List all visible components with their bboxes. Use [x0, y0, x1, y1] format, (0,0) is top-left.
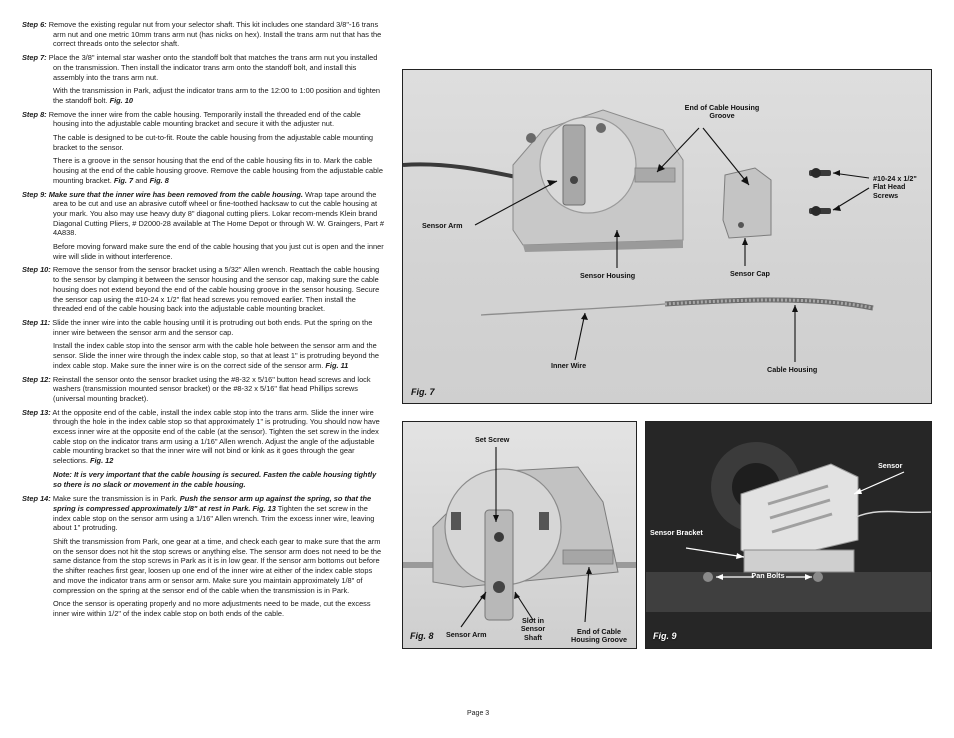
step-label: Step 10:: [22, 265, 51, 275]
step-label: Step 13:: [22, 407, 51, 417]
paragraph-text: The cable is designed to be cut-to-fit. Route the cable housing from the adjustable cable mounting bracket to the sensor.: [53, 133, 374, 152]
arm-hole: [570, 176, 578, 184]
step-label: Step 7:: [22, 53, 47, 63]
step-13: [22, 408, 384, 466]
paragraph-text: Once the sensor is operating properly and no more adjustments need to be made, cut the excess inner wire within 1/2" of the index cable stop on both ends of the cable.: [53, 599, 371, 618]
step-10: [22, 265, 384, 314]
figure-reference: Fig. 11: [325, 360, 349, 370]
step-11: [22, 318, 384, 337]
step-text: Slide the inner wire into the cable housing until it is protruding out both ends. Put the spring on the inner wire between the sensor arm and the sensor cap.: [52, 317, 373, 337]
cable-groove: [635, 168, 675, 182]
callout-sensor-housing: Sensor Housing: [580, 271, 636, 280]
arm-hole: [493, 581, 505, 593]
conjunction: and: [135, 175, 148, 185]
stop-screw: [539, 512, 549, 530]
sensor-arm-part: [485, 510, 513, 620]
step-8: [22, 110, 384, 129]
step-7-paragraph: [22, 86, 384, 105]
callout-sensor-cap: Sensor Cap: [730, 269, 770, 278]
inner-wire-part: [481, 304, 665, 315]
pan-bolt: [703, 572, 713, 582]
callout-slot: Slot in Sensor Shaft: [520, 616, 546, 642]
step-text: At the opposite end of the cable, install the index cable stop into the trans arm. Slide the inner wire through the hole in the index cable stop so that approximately 1" is protruding. You should now have excess inner wire at the opposite end of the cable (at the sensor). Tighten the set screw in the index cable stop on the indicator trans arm using a 1/16" Allen wrench. Adjust the angle of the adjustable cable mounting bracket so that the inner wire will not bind or kink as it goes through the gear selections.: [52, 407, 380, 466]
sensor-bracket-part: [744, 550, 854, 572]
step-text: Reinstall the sensor onto the sensor bracket using the #8-32 x 5/16" button head screws and lock washers (transmission mounted sensor bracket) or the #8-32 x 5/16" flat head Phillips screws (universal mounting bracket).: [52, 374, 371, 403]
step-14-paragraph-1: [22, 537, 384, 595]
callout-sensor-arm: Sensor Arm: [422, 221, 463, 230]
paragraph-text: With the transmission in Park, adjust the indicator trans arm to the 12:00 to 1:00 position and tighten the standoff bolt.: [53, 86, 381, 105]
step-emphasis: Push the sensor arm up against the spring, so that the spring is compressed approximately 1/8" at rest in Park.: [53, 494, 372, 513]
step-6: [22, 20, 384, 49]
step-text: Remove the sensor from the sensor bracket using a 5/32" Allen wrench. Reattach the cable housing to the sensor by clamping it between the sensor housing and the sensor cap, making sure the cable housing does not extend beyond the end of the cable housing groove in the sensor housing. Secure the sensor cap using the #10-24 x 1/2" flat head screws you removed earlier. Then install the threaded end of the cable housing back into the adjustable cable mounting bracket.: [52, 265, 380, 314]
step-label: Step 14:: [22, 494, 51, 504]
paragraph-emphasis: Make sure you maintain approximately 1/8" of compression on the spring at the sensor end of the cable when the transmission is in Park.: [53, 575, 363, 595]
paragraph-text: Install the index cable stop into the sensor arm with the cable hole between the sensor arm and the sensor. Slide the inner wire through the index cable stop, so that at least 1" is protruding beyond the index cable stop. Make sure the inner wire is on the correct side of the sensor arm.: [53, 341, 379, 370]
step-9: [22, 190, 384, 239]
cable-groove: [563, 550, 613, 564]
step-11-paragraph: [22, 341, 384, 370]
figure-reference: Fig. 7: [113, 175, 134, 185]
stop-screw: [451, 512, 461, 530]
paragraph-text: There is a groove in the sensor housing that the end of the cable housing fits in to. Mark the cable housing at the end of the cable housing groove. Remove the cable housing from the adjustable cable mounting bracket.: [53, 156, 383, 185]
figure-9-label: Fig. 9: [653, 631, 677, 641]
step-text: Remove the existing regular nut from your selector shaft. This kit includes one standard 3/8"-16 trans arm nut and one metric 10mm trans arm nut (has nicks on hex). Install the trans arm nut that has the correct threads onto the selector shaft.: [48, 20, 382, 49]
figure-7-photo: [403, 70, 932, 404]
flat-head-screws: [809, 168, 831, 216]
figure-9: [645, 421, 932, 649]
pan-bolt: [813, 572, 823, 582]
callout-inner-wire: Inner Wire: [551, 361, 587, 370]
step-text: Remove the inner wire from the cable housing. Temporarily install the threaded end of the cable housing into the adjustable cable mounting bracket and secure it with the adjuster nut.: [48, 109, 361, 129]
step-12: [22, 375, 384, 404]
step-text: Tighten the set screw in the index cable stop on the sensor arm using a 1/16" Allen wrench. Trim the excess inner wire, leaving about 1" protruding.: [53, 503, 375, 533]
callout-end-groove: End of Cable Housing Groove: [684, 103, 760, 121]
cap-hole: [738, 222, 744, 228]
transmission-pan: [646, 572, 932, 612]
set-screw-part: [494, 532, 504, 542]
figure-7-label: Fig. 7: [411, 387, 435, 397]
callout-set-screw: Set Screw: [475, 435, 510, 444]
step-9-paragraph: [22, 242, 384, 261]
callout-sensor: Sensor: [878, 461, 903, 470]
step-label: Step 8:: [22, 109, 47, 119]
sensor-cable: [403, 164, 521, 178]
stop-screw: [596, 123, 606, 133]
sensor-arm-part: [563, 125, 585, 205]
step-8-paragraph-2: [22, 156, 384, 185]
step-14: [22, 494, 384, 533]
step-label: Step 12:: [22, 374, 51, 384]
page-number: Page 3: [467, 710, 490, 717]
figure-8-label: Fig. 8: [410, 631, 434, 641]
callout-screws: #10-24 x 1/2" Flat Head Screws: [873, 174, 917, 200]
callout-sensor-arm: Sensor Arm: [446, 630, 487, 639]
step-text: Place the 3/8" internal star washer onto the standoff bolt that matches the trans arm nut you installed on the transmission. Then install the indicator trans arm onto the standoff bolt, and install this assembly into the trans arm nut.: [48, 53, 378, 82]
step-7: [22, 53, 384, 82]
figure-reference: Fig. 8: [149, 175, 169, 185]
step-text: Make sure the transmission is in Park.: [52, 494, 178, 504]
step-14-paragraph-2: [22, 599, 384, 618]
callout-end-groove: End of Cable Housing Groove: [571, 627, 627, 645]
sensor-disc: [540, 117, 636, 213]
callout-cable-housing: Cable Housing: [767, 365, 818, 374]
callout-pan-bolts: Pan Bolts: [751, 571, 785, 580]
step-label: Step 11:: [22, 317, 51, 327]
instructions-column: [22, 20, 384, 623]
figure-8: [402, 421, 637, 649]
step-8-paragraph-1: [22, 133, 384, 152]
important-note: Note: It is very important that the cable housing is secured. Fasten the cable housing tightly so there is no slack or movement in the cable housing.: [53, 469, 377, 489]
figure-8-photo: [403, 422, 637, 649]
figure-reference: Fig. 12: [89, 456, 114, 466]
paragraph-text: Before moving forward make sure the end of the cable housing that you just cut is open and the inner wire will slide in without interference.: [53, 242, 384, 261]
figure-reference: Fig. 13: [252, 503, 276, 513]
step-text: Wrap tape around the area to be cut and use an abrasive cutoff wheel or fine-toothed hacksaw to cut the cable housing at your mark. You also may use heavy duty 8" diagonal cutting pliers. Lokar recom-mends Klein brand Diagonal Cutting Pliers, # D2000-28 available at The Home Depot or through W. W. Graingers, Part # 4A838.: [53, 189, 384, 238]
figure-7: [402, 69, 932, 404]
figure-reference: Fig. 10: [109, 95, 133, 105]
stop-screw: [526, 133, 536, 143]
callout-sensor-bracket: Sensor Bracket: [650, 528, 703, 537]
paragraph-text: Shift the transmission from Park, one gear at a time, and check each gear to make sure that the arm on the sensor does not hit the stop screws or anything else. The sensor arm does not need to be the same distance from the stop screws in Park as it is in low gear. If the sensor arm bottoms out before the shifter reaches first gear, loosen up one end of the inner wire at either of the index cable stops and move the indicator trans arm or sensor arm.: [53, 537, 382, 585]
step-label: Step 6:: [22, 20, 47, 29]
step-label: Step 9:: [22, 189, 47, 199]
step-emphasis: Make sure that the inner wire has been removed from the cable housing.: [48, 189, 303, 199]
